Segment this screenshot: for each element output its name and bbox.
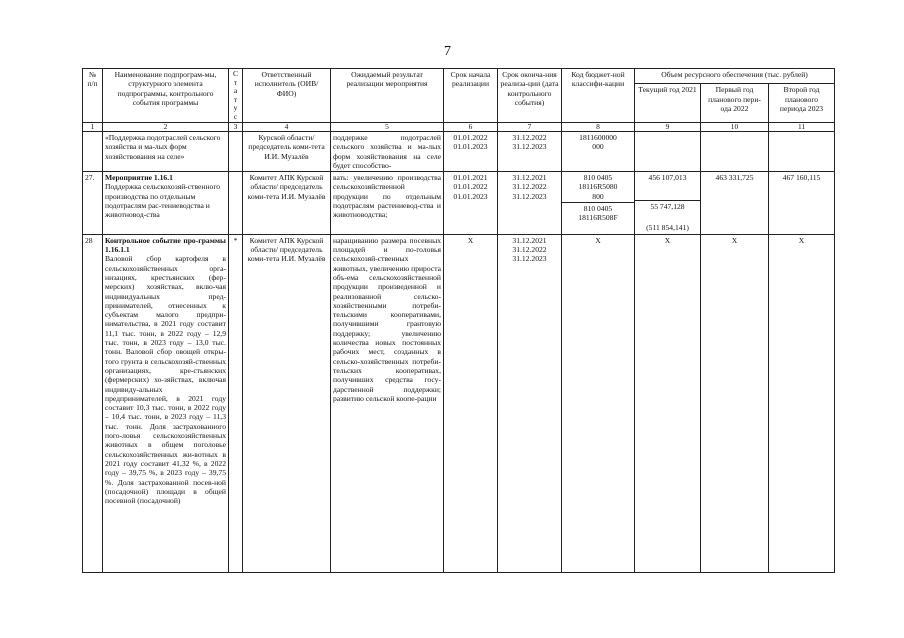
colnum-2: 2 <box>103 123 229 132</box>
column-number-row <box>83 123 835 132</box>
header-year-2021: Текущий год 2021 <box>635 84 701 123</box>
colnum-4: 4 <box>243 123 331 132</box>
row-start: X <box>444 234 498 572</box>
row-executor: Комитет АПК Курской области/ председатель коми-тета И.И. Музалёв <box>243 172 331 235</box>
row-y2021 <box>635 132 701 172</box>
row-status <box>229 172 243 235</box>
table-row <box>83 132 835 172</box>
row-executor: Курской области/ председатель коми-тета И.И. Музалёв <box>243 132 331 172</box>
colnum-1: 1 <box>83 123 103 132</box>
row-result: вать: увеличению производства сельскохозяйственной продукции по отдельным подотраслям растениевод-ства и животноводства; <box>331 172 444 235</box>
row-name-text: Валовой сбор картофеля в сельскохозяйственных орга-низациях, крестьянских (фер-мерских) хозяйствах, вклю-чая индивидуальных пред-принимателей, отнесенных к субъектам малого предпри-нимательства, в 2021 году составит 11,1 тыс. тонн, в 2022 году – 12,9 тыс. тонн, в 2023 году – 13,0 тыс. тонн. Валовой сбор овощей откры-того грунта в сельскохозяй-ственных организациях, кре-стьянских (фермерских) хо-зяйствах, включая индивиду-альных предпринимателей, в 2021 году составит 10,3 тыс. тонн, в 2022 году – 10,4 тыс. тонн, в 2023 году – 11,3 тыс. тонн. Доля застрахованного пого-ловья сельскохозяйственных животных в общем поголовье сельскохозяйственных жи-вотных в 2021 году составит 41,32 %, в 2022 году – 39,75 %, в 2023 году – 39,75 %. Доля застрахованной посев-ной (посадочной) площади в общей посевной (посадочной) <box>105 254 226 506</box>
header-year-2022: Первый год планового пери-ода 2022 <box>701 84 769 123</box>
row-y2021: X <box>635 234 701 572</box>
row-y2022 <box>701 132 769 172</box>
row-name-title: Мероприятие 1.16.1 <box>105 173 173 183</box>
row-result: поддержке подотраслей сельского хозяйства и ма-лых форм хозяйствования на селе будет способство- <box>331 132 444 172</box>
colnum-10: 10 <box>701 123 769 132</box>
colnum-5: 5 <box>331 123 444 132</box>
row-result: наращиванию размера посевных площадей и по-головья сельскохозяй-ственных животных, увеличению прироста объ-ема сельскохозяйственной продукции произведенной и реализованной сельско-хозяйственными потреби-тельскими кооперативами, получившими грантовую поддержку; увеличению количества новых постоянных рабочих мест, созданных в сельско-хозяйственных потреби-тельских кооперативах, получивших средства госу-дарственной поддержки; развитию сельской коопе-рации <box>331 234 444 572</box>
row-end: 31.12.2021 31.12.2022 31.12.2023 <box>498 234 562 572</box>
header-start: Срок начала реализации <box>444 69 498 123</box>
header-name: Наименование подпрограм-мы, структурного элемента подпрограммы, контрольного события программы <box>103 69 229 123</box>
row-y2023 <box>769 132 835 172</box>
row-y2023: 467 160,115 <box>769 172 835 235</box>
colnum-6: 6 <box>444 123 498 132</box>
row-name <box>103 172 229 235</box>
row-name <box>103 234 229 572</box>
header-resources: Объем ресурсного обеспечения (тыс. рублей) <box>635 69 835 84</box>
row-num <box>83 132 103 172</box>
colnum-7: 7 <box>498 123 562 132</box>
row-code: 1811600000 000 <box>562 132 635 172</box>
row-name-text: Поддержка сельскохозяй-ственного производства по отдельным подотраслям рас-тениеводства и животновод-ства <box>105 182 221 220</box>
row-y2021: 456 107,013 55 747,128 (511 854,141) <box>635 172 701 235</box>
row-code: X <box>562 234 635 572</box>
header-code: Код бюджет-ной классифи-кации <box>562 69 635 123</box>
row-y2022: X <box>701 234 769 572</box>
row-name-title: Контрольное событие про-граммы 1.16.1.1 <box>105 235 226 255</box>
row-status: * <box>229 234 243 572</box>
row-name: «Поддержка подотраслей сельского хозяйства и ма-лых форм хозяйствования на селе» <box>103 132 229 172</box>
colnum-9: 9 <box>635 123 701 132</box>
table-row <box>83 172 835 235</box>
row-start: 01.01.2022 01.01.2023 <box>444 132 498 172</box>
row-code: 810 0405 18116R5080 800 810 0405 18116R508F <box>562 172 635 235</box>
colnum-11: 11 <box>769 123 835 132</box>
program-table <box>82 68 835 573</box>
colnum-3: 3 <box>229 123 243 132</box>
header-year-2023: Второй год планового периода 2023 <box>769 84 835 123</box>
row-end: 31.12.2022 31.12.2023 <box>498 132 562 172</box>
header-end: Срок оконча-ния реализа-ции (дата контрольного события) <box>498 69 562 123</box>
header-result: Ожидаемый результат реализации мероприятия <box>331 69 444 123</box>
row-end: 31.12.2021 31.12.2022 31.12.2023 <box>498 172 562 235</box>
row-start: 01.01.2021 01.01.2022 01.01.2023 <box>444 172 498 235</box>
header-executor: Ответственный исполнитель (ОИВ/ФИО) <box>243 69 331 123</box>
row-num: 27. <box>83 172 103 235</box>
row-y2022: 463 331,725 <box>701 172 769 235</box>
header-row-1 <box>83 69 835 84</box>
colnum-8: 8 <box>562 123 635 132</box>
row-executor: Комитет АПК Курской области/ председатель коми-тета И.И. Музалёв <box>243 234 331 572</box>
row-status <box>229 132 243 172</box>
header-num: № п/п <box>83 69 103 123</box>
page-number: 7 <box>444 44 451 59</box>
table-row <box>83 234 835 572</box>
row-y2023: X <box>769 234 835 572</box>
row-num: 28 <box>83 234 103 572</box>
header-status: С т а т у с <box>229 69 243 123</box>
